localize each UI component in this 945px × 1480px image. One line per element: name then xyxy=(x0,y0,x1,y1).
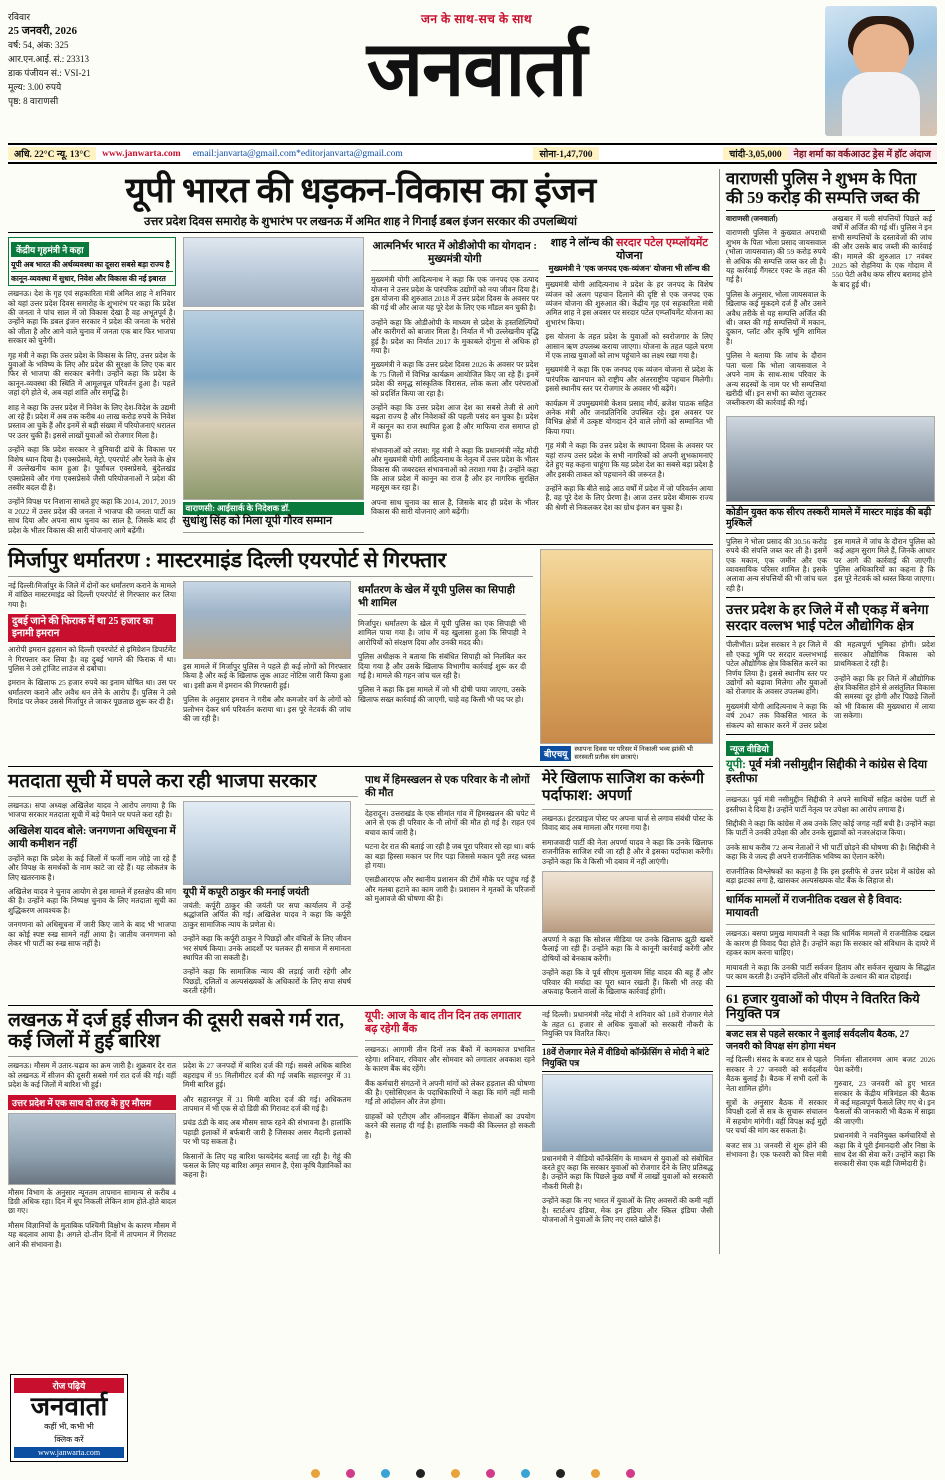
varanasi-b2: पुलिस ने भोला प्रसाद की 30.56 करोड़ रुपये की संपत्ति जब्त कर ली है। इसमें एक मकान, एक जमीन और एक व्यावसायिक परिसर शामिल है। इसके अलावा अन्य संपत्तियों की भी जांच चल रही है। xyxy=(726,536,827,593)
lead-kicker: केंद्रीय गृहमंत्री ने कहा xyxy=(11,242,89,257)
pm-p2: उन्होंने कहा कि नए भारत में युवाओं के लिए अवसरों की कमी नहीं है। स्टार्टअप इंडिया, मेक इन इंडिया और स्किल इंडिया जैसी योजनाओं ने युवाओं के लिए नए रास्ते खोले हैं। xyxy=(542,1196,713,1225)
mirzapur-subheadline: दुबई जाने की फिराक में था 25 हजार का इनामी इमरान xyxy=(8,614,176,642)
content-grid xyxy=(8,169,937,1254)
mirzapur-right-head: धर्मांतरण के खेल में यूपी पुलिस का सिपाही भी शामिल xyxy=(358,584,516,609)
patel-subhead: मुख्यमंत्री ने 'एक जनपद एक-व्यंजन' योजना भी लॉन्च की xyxy=(546,263,714,277)
bank-p2: बैंक कर्मचारी संगठनों ने अपनी मांगों को लेकर हड़ताल की घोषणा की है। एसोसिएशन के पदाधिकारियों ने कहा कि मांगें नहीं मानी गईं तो आंदोलन और तेज होगा। xyxy=(365,1078,535,1107)
mirzapur-block xyxy=(8,549,713,762)
budget-p1: नई दिल्ली। संसद के बजट सत्र से पहले सरकार ने 27 जनवरी को सर्वदलीय बैठक बुलाई है। बैठक में सभी दलों के नेता शामिल होंगे। xyxy=(726,1055,827,1093)
aparna-p1: समाजवादी पार्टी की नेता अपर्णा यादव ने कहा कि उनके खिलाफ राजनीतिक साजिश रची जा रही है और वे इसका पर्दाफाश करेंगी। उन्होंने कहा कि वे किसी भी दबाव में नहीं आएंगी। xyxy=(542,837,713,866)
masthead-title-block xyxy=(128,6,825,113)
pm-headline: 61 हजार युवाओं को पीएम ने वितरित किये नियुक्ति पत्र xyxy=(726,991,920,1022)
mirzapur-col-1 xyxy=(8,581,176,728)
patel-p1: मुख्यमंत्री योगी आदित्यनाथ ने प्रदेश के हर जनपद के विशेष व्यंजन को अलग पहचान दिलाने की दृष्टि से एक जनपद एक व्यंजन योजना की शुरुआत की। केंद्रीय गृह एवं सहकारिता मंत्री अमित शाह ने इस अवसर पर सरदार पटेल एम्प्लॉयमेंट योजना का शुभारंभ किया। xyxy=(545,280,714,327)
mirzapur-headline: मास्टरमाइंड दिल्ली एयरपोर्ट से गिरफ्तार xyxy=(156,547,447,572)
email-link[interactable]: email:janvarta@gmail.com*editorjanvarta@gmail.com xyxy=(192,148,403,159)
pm-right-block xyxy=(726,991,935,1168)
lead-kicker-box xyxy=(8,237,176,286)
kapoori-p2: उन्होंने कहा कि कर्पूरी ठाकुर ने पिछड़ों और वंचितों के लिए जीवन भर संघर्ष किया। उनके आदर्शों पर चलकर ही समाज में समानता स्थापित की जा सकती है। xyxy=(183,934,351,962)
voter-subhead: अखिलेश यादव बोले: जनगणना अधिसूचना में आयी कमीशन नहीं xyxy=(8,825,176,850)
patel-p2: इस योजना के तहत प्रदेश के युवाओं को स्वरोजगार के लिए आसान ऋण उपलब्ध कराया जाएगा। योजना के तहत पहले चरण में एक लाख युवाओं को लाभ पहुंचाने का लक्ष्य रखा गया है। xyxy=(545,332,714,361)
footer-ad-tag: कहीं भी, कभी भी xyxy=(44,1422,94,1431)
masthead-meta xyxy=(8,6,128,108)
aparna-photo xyxy=(542,871,713,933)
masthead xyxy=(8,6,937,144)
voter-sb2: उन्होंने कहा कि सामाजिक न्याय की लड़ाई जारी रहेगी और पिछड़ों, दलितों व अल्पसंख्यकों के अधिकारों के लिए सपा संघर्ष करती रहेगी। xyxy=(183,967,351,996)
lead-subheadline: उत्तर प्रदेश दिवस समारोह के शुभारंभ पर लखनऊ में अमित शाह ने गिनाईं डबल इंजन सरकार की उपलब्धियां xyxy=(8,214,713,233)
masthead-day: रविवार xyxy=(8,12,31,22)
photo-caption: सुधांशु सिंह को मिला यूपी गौरव सम्मान xyxy=(182,515,333,528)
masthead-slogan: जन के साथ-सच के साथ xyxy=(420,12,532,26)
news-video-badge[interactable]: न्यूज वीडियो xyxy=(726,741,773,756)
registration-marks xyxy=(0,1469,945,1478)
reg-dot-magenta-3 xyxy=(626,1469,635,1478)
pm-p3: प्रधानमंत्री ने नवनियुक्त कर्मचारियों से कहा कि वे पूरी ईमानदारी और निष्ठा के साथ देश की सेवा करें। उन्होंने कहा कि सरकारी सेवा एक बड़ी जिम्मेदारी है। xyxy=(834,1131,935,1169)
mayawati-headline: धार्मिक मामलों में राजनीतिक दखल से है विवाद: मायावती xyxy=(726,895,903,919)
promo-caption: नेहा शर्मा का वर्कआउट ड्रेस में हॉट अंदाज xyxy=(788,147,937,160)
aparna-dateline: लखनऊ। इंटरप्राइज पोस्ट पर अपना चार्ज से लगाव संबंधी पोस्ट के विवाद बाद अब मामला और गरमा गया है। xyxy=(542,813,713,833)
footer-ad-click[interactable]: क्लिक करें xyxy=(54,1435,84,1444)
pm-subhead: 18वें रोजगार मेले में वीडियो कॉन्फ्रेंसिंग से मोदी ने बांटे नियुक्ति पत्र xyxy=(542,1044,713,1072)
footer-ad[interactable] xyxy=(10,1374,128,1462)
masthead-price: मूल्य: 3.00 रुपये xyxy=(8,82,62,92)
weather-block xyxy=(8,1010,358,1254)
avalanche-headline: पाथ में हिमस्खलन से एक परिवार के नौ लोगों की मौत xyxy=(365,774,530,799)
masthead-postal: डाक पंजीयन सं.: VSI-21 xyxy=(8,68,91,78)
nv-p4: राजनीतिक विश्लेषकों का कहना है कि इस इस्तीफे से उत्तर प्रदेश में कांग्रेस को बड़ा झटका लगा है, खासकर अल्पसंख्यक वोट बैंक के लिहाज से। xyxy=(726,866,935,885)
industrial-p3: उन्होंने कहा कि हर जिले में औद्योगिक क्षेत्र विकसित होने से असंतुलित विकास की समस्या दूर होगी और पिछड़े जिलों को भी विकास की मुख्यधारा में लाया जा सकेगा। xyxy=(834,673,935,721)
varanasi-col-b xyxy=(832,214,932,413)
odop-p3: मुख्यमंत्री ने कहा कि उत्तर प्रदेश दिवस 2026 के अवसर पर प्रदेश के 75 जिलों में विभिन्न कार्यक्रम आयोजित किए जा रहे हैं। इनमें प्रदेश की समृद्ध सांस्कृतिक विरासत, लोक कला और परंपराओं को प्रदर्शित किया जा रहा है। xyxy=(370,360,539,398)
lead-kicker-text-2: कानून-व्यवस्था में सुधार, निवेश और विकास की नई इबारत xyxy=(11,271,173,283)
reg-dot-magenta xyxy=(346,1469,355,1478)
budget-p3: बजट सत्र 31 जनवरी से शुरू होने की संभावना है। एक फरवरी को वित्त मंत्री निर्मला सीतारमण आम बजट 2026 पेश करेंगी। xyxy=(726,1055,935,1160)
avalanche-block xyxy=(365,771,535,1001)
industrial-p2: मुख्यमंत्री योगी आदित्यनाथ ने कहा कि वर्ष 2047 तक विकसित भारत के संकल्प को साकार करने में उत्तर प्रदेश की महत्वपूर्ण भूमिका होगी। प्रदेश सरकार औद्योगिक विकास को प्राथमिकता दे रही है। xyxy=(726,640,935,730)
main-column xyxy=(8,169,713,1254)
voter-p1: उन्होंने कहा कि प्रदेश के कई जिलों में फर्जी नाम जोड़े जा रहे हैं और विपक्ष के समर्थकों के नाम काटे जा रहे हैं। यह लोकतंत्र के लिए खतरनाक है। xyxy=(8,853,176,882)
aparna-p3: उन्होंने कहा कि वे पूर्व सीएम मुलायम सिंह यादव की बहू हैं और परिवार की मर्यादा का पूरा ध्यान रखती हैं। किसी भी तरह की अफवाह फैलाने वालों के खिलाफ कार्रवाई होगी। xyxy=(542,968,713,996)
bottom-row xyxy=(8,1010,713,1254)
masthead-photo xyxy=(825,6,937,136)
patel-p4: कार्यक्रम में उपमुख्यमंत्री केशव प्रसाद मौर्य, ब्रजेश पाठक सहित अनेक मंत्री और जनप्रतिनिधि उपस्थित रहे। इस अवसर पर विभिन्न क्षेत्रों में उत्कृष्ट योगदान देने वाले लोगों को सम्मानित भी किया गया। xyxy=(545,398,714,436)
bhu-caption: स्थापना दिवस पर परिसर में निकाली भव्य झांकी भी सरस्वती प्रतीक संग छात्राएं। xyxy=(574,745,693,761)
varanasi-a2: पुलिस के अनुसार, भोला जायसवाल के खिलाफ कई मुकदमे दर्ज हैं और उसने अवैध तरीके से यह सम्पत्ति अर्जित की थी। जब्त की गई सम्पत्तियों में मकान, दुकान, प्लॉट और कृषि भूमि शामिल है। xyxy=(726,289,826,346)
mirzapur-col-2 xyxy=(183,581,351,728)
lead-col-1 xyxy=(8,237,176,540)
weather-c2-p2: प्रचंड ठंडी के बाद अब मौसम साफ रहने की संभावना है। हालांकि पहाड़ी इलाकों में बर्फबारी जारी है जिसका असर मैदानी इलाकों पर भी पड़ सकता है। xyxy=(183,1118,351,1147)
pm-block xyxy=(542,1010,713,1254)
silver-rate: चांदी-3,05,000 xyxy=(723,147,787,160)
voter-dateline: लखनऊ। सपा अध्यक्ष अखिलेश यादव ने आरोप लगाया है कि भाजपा सरकार मतदाता सूची में बड़े पैमाने पर घपले करा रही है। xyxy=(8,800,176,820)
weather-p3: मौसम विज्ञानियों के मुताबिक पश्चिमी विक्षोभ के कारण मौसम में यह बदलाव आया है। अगले दो-तीन दिनों में तापमान में गिरावट आने की संभावना है। xyxy=(8,1220,176,1249)
voter-col-1 xyxy=(8,801,176,1001)
nv-p3: उनके साथ करीब 72 अन्य नेताओं ने भी पार्टी छोड़ने की घोषणा की है। सिद्दीकी ने कहा कि वे जल्द ही अपने राजनीतिक भविष्य का ऐलान करेंगे। xyxy=(726,842,935,862)
footer-ad-band: रोज पढ़िये xyxy=(14,1378,124,1393)
odop-p4: उन्होंने कहा कि उत्तर प्रदेश आज देश का सबसे तेजी से आगे बढ़ता राज्य है और निवेशकों की पहली पसंद बन चुका है। प्रदेश में कानून का राज स्थापित हुआ है और माफिया राज समाप्त हो चुका है। xyxy=(370,403,539,441)
lead-p1: लखनऊ। देश के गृह एवं सहकारिता मंत्री अमित शाह ने शनिवार को यहां उत्तर प्रदेश दिवस समारोह के शुभारंभ पर कहा कि प्रदेश की जनता ने पांच साल में जो विकास देखा है वह अभूतपूर्व है। उन्होंने कहा कि डबल इंजन सरकार ने प्रदेश की जनता के भरोसे को जीता है और आने वाले चुनाव में जनता एक बार फिर भाजपा सरकार को चुनेगी। xyxy=(8,289,176,346)
mayawati-p1: लखनऊ। बसपा प्रमुख मायावती ने कहा कि धार्मिक मामलों में राजनीतिक दखल के कारण ही विवाद पैदा होते हैं। उन्होंने कहा कि सरकार को संविधान के दायरे में रहकर काम करना चाहिए। xyxy=(726,929,935,958)
patel-p6: उन्होंने कहा कि बीते साढ़े आठ वर्षों में प्रदेश में जो परिवर्तन आया है, वह पूरे देश के लिए प्रेरणा है। आज उत्तर प्रदेश बीमारू राज्य की श्रेणी से निकलकर देश का ग्रोथ इंजन बन चुका है। xyxy=(545,483,714,512)
varanasi-byline: वाराणसी (जनवार्ता) xyxy=(726,214,778,223)
lead-kicker-text: यूपी अब भारत की अर्थव्यवस्था का दूसरा सबसे बड़ा राज्य है xyxy=(11,260,170,270)
varanasi-a1: वाराणसी पुलिस ने कुख्यात अपराधी शुभम के पिता भोला प्रसाद जायसवाल (भोला जायसवाल) की 59 करोड़ रुपये से अधिक की सम्पत्ति जब्त कर ली है। यह कार्रवाई गैंगस्टर एक्ट के तहत की गई है। xyxy=(726,228,826,285)
kapoori-head: यूपी में कपूरी ठाकुर की मनाई जयंती xyxy=(183,886,310,898)
patel-head-red: सरदार पटेल एम्प्लॉयमेंट xyxy=(616,237,708,250)
footer-ad-logo: जनवार्ता xyxy=(30,1392,108,1421)
varanasi-headline: वाराणसी पुलिस ने शुभम के पिता की 59 करोड़ की सम्पत्ति जब्त की xyxy=(726,169,935,211)
lead-p4: उन्होंने कहा कि प्रदेश सरकार ने बुनियादी ढांचे के विकास पर विशेष ध्यान दिया है। एक्सप्रेसवे, मेट्रो, एयरपोर्ट और रेलवे के क्षेत्र में उल्लेखनीय काम हुआ है। पूर्वांचल एक्सप्रेसवे, बुंदेलखंड एक्सप्रेसवे और गंगा एक्सप्रेसवे जैसी परियोजनाओं ने प्रदेश की तस्वीर बदल दी है। xyxy=(8,445,176,492)
lead-p3: शाह ने कहा कि उत्तर प्रदेश में निवेश के लिए देश-विदेश के उद्यमी आ रहे हैं। प्रदेश में अब तक करीब 40 लाख करोड़ रुपये के निवेश प्रस्ताव आ चुके हैं और इनमें से बड़ी संख्या में परियोजनाएं धरातल पर उतर चुकी हैं। इससे लाखों युवाओं को रोजगार मिला है। xyxy=(8,402,176,440)
odop-p6: अपना साथ चुनाव का साल है, जिसके बाद ही प्रदेश के भीतर विकास की सारी योजनाएं आगे बढ़ेंगी। xyxy=(370,497,539,517)
budget-p2: सूत्रों के अनुसार बैठक में सरकार विपक्षी दलों से सत्र के सुचारू संचालन में सहयोग मांगेगी। वहीं विपक्ष कई मुद्दों पर चर्चा की मांग कर सकता है। xyxy=(726,1098,827,1136)
reg-dot-yellow-3 xyxy=(591,1469,600,1478)
news-video-kicker: यूपी: xyxy=(726,759,747,772)
bhu-block xyxy=(540,549,713,762)
weather-kicker: उत्तर प्रदेश में एक साथ दो तरह के हुए मौसम xyxy=(8,1095,176,1110)
mirzapur-dateline: नई दिल्ली/मिर्जापुर के जिले में दोनों कर धर्मांतरण कराने के मामले में वांछित मास्टरमाइंड को दिल्ली एयरपोर्ट से गिरफ्तार कर लिया गया है। xyxy=(8,580,176,609)
budget-p4: गुरुवार, 23 जनवरी को हुए भारत सरकार के केंद्रीय मंत्रिमंडल की बैठक में कई महत्वपूर्ण फैसले लिए गए थे। इन फैसलों की जानकारी भी बैठक में साझा की जाएगी। xyxy=(834,1079,935,1126)
mirzapur-r-p3: पुलिस ने कहा कि इस मामले में जो भी दोषी पाया जाएगा, उसके खिलाफ सख्त कार्रवाई की जाएगी, चाहे वह किसी भी पद पर हो। xyxy=(358,685,526,704)
weather-p1: लखनऊ। मौसम में उतार-चढ़ाव का क्रम जारी है। शुक्रवार देर रात को लखनऊ में सीजन की दूसरी सबसे गर्म रात दर्ज की गई। वहीं प्रदेश के कई जिलों में बारिश भी हुई। xyxy=(8,1061,176,1090)
industrial-p1: पीलीभीत। प्रदेश सरकार ने हर जिले में सौ एकड़ भूमि पर सरदार वल्लभभाई पटेल औद्योगिक क्षेत्र विकसित करने का निर्णय लिया है। इससे स्थानीय स्तर पर उद्योगों को बढ़ावा मिलेगा और युवाओं को रोजगार के अवसर उपलब्ध होंगे। xyxy=(726,640,827,697)
lead-col-2 xyxy=(183,237,364,540)
mirzapur-kicker: मिर्जापुर धर्मातरण : xyxy=(8,547,152,572)
weather-info: अधि. 22°C न्यू. 13°C xyxy=(8,147,96,160)
akhilesh-photo xyxy=(183,801,351,885)
weather-c2-p3: किसानों के लिए यह बारिश फायदेमंद बताई जा रही है। गेहूं की फसल के लिए यह बारिश अमृत समान है, ऐसा कृषि वैज्ञानिकों का कहना है। xyxy=(183,1151,351,1180)
varanasi-b3: इस मामले में जांच के दौरान पुलिस को कई अहम सुराग मिले हैं, जिनके आधार पर आगे की कार्रवाई की जाएगी। पुलिस अधिकारियों का कहना है कि इस पूरे नेटवर्क को ध्वस्त किया जाएगा। xyxy=(834,536,935,584)
lead-col-4 xyxy=(546,237,714,540)
bhu-photo xyxy=(540,549,713,744)
weather-headline: लखनऊ में दर्ज हुई सीजन की दूसरी सबसे गर्म रात, कई जिलों में हुई बारिश xyxy=(8,1010,345,1053)
varanasi-b1: अखबार में चली संपत्तियों पिछले कई वर्षों में अर्जित की गई थीं। पुलिस ने इन सभी सम्पत्तियों के दस्तावेजों की जांच की और उसके बाद जब्ती की कार्रवाई की। मामले की शुरुआत 17 नवंबर 2025 को रोहनिया के एक गोदाम में 550 पेटी अवैध कफ सीरप बरामद होने के बाद हुई थी। xyxy=(832,214,932,289)
reg-dot-cyan-2 xyxy=(521,1469,530,1478)
minister-photo xyxy=(183,237,364,307)
kapoori-p1: जयंती: कर्पूरी ठाकुर की जयंती पर सपा कार्यालय में उन्हें श्रद्धांजलि अर्पित की गई। अखिलेश यादव ने कहा कि कर्पूरी ठाकुर सामाजिक न्याय के प्रणेता थे। xyxy=(183,900,351,929)
voter-row xyxy=(8,771,713,1001)
aparna-headline: मेरे खिलाफ साजिश का करूंगी पर्दाफाश: अपर्णा xyxy=(542,770,705,804)
info-bar xyxy=(8,144,937,164)
voter-block xyxy=(8,771,358,1001)
bank-kicker: यूपी: आज के बाद तीन दिन तक लगातार बढ़ रहेगी बैंक xyxy=(365,1010,522,1036)
bank-p3: ग्राहकों को एटीएम और ऑनलाइन बैंकिंग सेवाओं का उपयोग करने की सलाह दी गई है। हालांकि नकदी की किल्लत हो सकती है। xyxy=(365,1111,535,1140)
industrial-headline: उत्तर प्रदेश के हर जिले में सौ एकड़ में बनेगा सरदार वल्लभ भाई पटेल औद्योगिक क्षेत्र xyxy=(726,602,935,637)
aparna-p2: अपर्णा ने कहा कि सोशल मीडिया पर उनके खिलाफ झूठी खबरें फैलाई जा रही हैं। उन्होंने कहा कि वे कानूनी कार्रवाई करेंगी और दोषियों को बेनकाब करेंगी। xyxy=(542,934,713,963)
reg-dot-black-2 xyxy=(556,1469,565,1478)
lead-headline: यूपी भारत की धड़कन-विकास का इंजन xyxy=(125,171,596,210)
mayawati-p2: मायावती ने कहा कि उनकी पार्टी सर्वजन हिताय और सर्वजन सुखाय के सिद्धांत पर काम करती है। उन्होंने दलितों और वंचितों के उत्थान की बात दोहराई। xyxy=(726,962,935,981)
pm-dateline: नई दिल्ली। प्रधानमंत्री नरेंद्र मोदी ने शनिवार को 18वें रोजगार मेले के तहत 61 हजार से अधिक युवाओं को सरकारी नौकरी के नियुक्ति पत्र वितरित किए। xyxy=(542,1010,713,1039)
mirzapur-p2: इमरान के खिलाफ 25 हजार रुपये का इनाम घोषित था। उस पर धर्मांतरण कराने और अवैध धन लेने के आरोप हैं। पुलिस ने उसे रिमांड पर लेकर उससे मिर्जापुर ले जाकर पूछताछ शुरू कर दी है। xyxy=(8,678,176,707)
reg-dot-yellow-2 xyxy=(451,1469,460,1478)
reg-dot-black xyxy=(416,1469,425,1478)
mirzapur-p1: आरोपी इमरान इहसान को दिल्ली एयरपोर्ट से इमिग्रेशन डिपार्टमेंट ने गिरफ्तार कर लिया है। वह दुबई भागने की फिराक में था। पुलिस ने उसे ट्रांजिट लाउंज से दबोचा। xyxy=(8,645,176,673)
pm-photo xyxy=(542,1074,713,1152)
nv-p1: लखनऊ। पूर्व मंत्री नसीमुद्दीन सिद्दीकी ने अपने साथियों सहित कांग्रेस पार्टी से इस्तीफा दे दिया है। उन्होंने पार्टी नेतृत्व पर उपेक्षा का आरोप लगाया है। xyxy=(726,795,935,814)
masthead-date: 25 जनवरी, 2026 xyxy=(8,25,77,37)
news-video-headline: पूर्व मंत्री नसीमुद्दीन सिद्दीकी ने कांग्रेस से दिया इस्तीफा xyxy=(726,759,928,785)
varanasi-a3: पुलिस ने बताया कि जांच के दौरान पता चला कि भोला जायसवाल ने अपने नाम के साथ-साथ परिवार के अन्य सदस्यों के नाम पर भी सम्पत्तियां खरीदी थीं। इन सभी का ब्योरा जुटाकर जब्तीकरण की कार्रवाई की गई। xyxy=(726,351,826,408)
reg-dot-yellow xyxy=(311,1469,320,1478)
mirzapur-left xyxy=(8,549,533,762)
patel-p3: मुख्यमंत्री ने कहा कि एक जनपद एक व्यंजन योजना से प्रदेश के पारंपरिक खानपान को राष्ट्रीय और अंतरराष्ट्रीय पहचान मिलेगी। इससे स्थानीय स्तर पर रोजगार के अवसर भी बढ़ेंगे। xyxy=(545,365,714,394)
patel-head-1: शाह ने लॉन्च की xyxy=(550,237,614,250)
bank-block xyxy=(365,1010,535,1254)
voter-sb1: जनगणना को अधिसूचना में जारी किए जाने के बाद भी भाजपा का कोई स्पष्ट रुख सामने नहीं आया है। जातीय जनगणना को लेकर भी पार्टी का रुख साफ नहीं है। xyxy=(8,920,176,948)
odop-p1: मुख्यमंत्री योगी आदित्यनाथ ने कहा कि एक जनपद एक उत्पाद योजना ने उत्तर प्रदेश के पारंपरिक उद्योगों को नया जीवन दिया है। इस योजना की शुरुआत 2018 में उत्तर प्रदेश दिवस के अवसर पर की गई थी और आज यह पूरे देश के लिए एक मॉडल बन चुकी है। xyxy=(370,275,539,313)
mirzapur-photo xyxy=(183,581,351,659)
lead-col-3 xyxy=(371,237,539,540)
page-title: जनवार्ता xyxy=(366,28,587,112)
masthead-rni: आर.एन.आई. सं.: 23313 xyxy=(8,54,90,64)
right-column xyxy=(719,169,935,1254)
photo-kicker: वाराणसी: आईसार्क के निदेशक डॉ. xyxy=(183,502,364,515)
odop-p5: संभावनाओं को तराश: गृह मंत्री ने कहा कि प्रधानमंत्री नरेंद्र मोदी और मुख्यमंत्री योगी आदित्यनाथ के नेतृत्व में उत्तर प्रदेश के भीतर विकास की जबरदस्त संभावनाओं को तराशा गया है। उन्होंने कहा कि आज प्रदेश में कानून का राज है और हर नागरिक सुरक्षित महसूस कर रहा है। xyxy=(370,445,539,493)
patel-head-2: योजना xyxy=(616,250,643,263)
pm-p1: प्रधानमंत्री ने वीडियो कॉन्फ्रेंसिंग के माध्यम से युवाओं को संबोधित करते हुए कहा कि सरकार युवाओं को रोजगार देने के लिए प्रतिबद्ध है। उन्होंने कहा कि पिछले कुछ वर्षों में लाखों युवाओं को सरकारी नौकरी मिली है। xyxy=(542,1153,713,1191)
news-video-block xyxy=(726,739,935,885)
rally-photo xyxy=(183,310,364,500)
mirzapur-r-p2: पुलिस अधीक्षक ने बताया कि संबंधित सिपाही को निलंबित कर दिया गया है और उसके खिलाफ विभागीय कार्रवाई शुरू कर दी गई है। मामले की गहन जांच चल रही है। xyxy=(358,652,526,680)
lead-p2: गृह मंत्री ने कहा कि उत्तर प्रदेश के विकास के लिए, उत्तर प्रदेश के युवाओं के भविष्य के लिए और प्रदेश की सुरक्षा के लिए एक बार फिर से भाजपा की सरकार बनेगी। उन्होंने कहा कि प्रदेश के कानून-व्यवस्था की स्थिति में आमूलचूल परिवर्तन हुआ है। पहले जहां दंगे होते थे, अब वहां शांति और समृद्धि है। xyxy=(8,350,176,398)
lead-p5: उन्होंने विपक्ष पर निशाना साधते हुए कहा कि 2014, 2017, 2019 व 2022 में उत्तर प्रदेश की जनता ने भाजपा की जनता पार्टी का साथ दिया और अपना साथ चुनाव का साल है, जिसके बाद ही प्रदेश के भीतर विकास की सारी योजनाएं आगे बढ़ेंगी। xyxy=(8,497,176,535)
weather-p4: प्रदेश के 27 जनपदों में बारिश दर्ज की गई। सबसे अधिक बारिश बहराइच में 95 मिलीमीटर दर्ज की गई जबकि सहारनपुर में 31 मिमी बारिश हुई। xyxy=(183,1061,351,1090)
photo-body-shape xyxy=(842,72,920,136)
odop-p2: उन्होंने कहा कि ओडीओपी के माध्यम से प्रदेश के हस्तशिल्पियों और कारीगरों को बाजार मिला है। निर्यात में भी उल्लेखनीय वृद्धि हुई है। प्रदेश का निर्यात 2017 के मुकाबले दोगुना से अधिक हो गया है। xyxy=(370,317,539,356)
weather-p2: मौसम विभाग के अनुसार न्यूनतम तापमान सामान्य से करीब 4 डिग्री अधिक रहा। दिन में धूप निकली लेकिन शाम होते-होते बादल छा गए। xyxy=(8,1187,176,1216)
reg-dot-magenta-2 xyxy=(486,1469,495,1478)
weather-photo xyxy=(8,1113,176,1185)
website-link[interactable]: www.janwarta.com xyxy=(102,148,181,159)
voter-col-2 xyxy=(183,801,351,1001)
avalanche-p3: एसडीआरएफ और स्थानीय प्रशासन की टीमें मौके पर पहुंच गई हैं और मलबा हटाने का काम जारी है। प्रशासन ने मृतकों के परिजनों को मुआवजे की घोषणा की है। xyxy=(365,875,535,904)
weather-col-1 xyxy=(8,1061,176,1254)
voter-headline: मतदाता सूची में घपले करा रही भाजपा सरकार xyxy=(8,770,317,792)
reg-dot-cyan xyxy=(381,1469,390,1478)
weather-c2-p1: और सहारनपुर में 31 मिमी बारिश दर्ज की गई। अधिकतम तापमान में भी एक से दो डिग्री की गिरावट दर्ज की गई है। xyxy=(183,1094,351,1114)
masthead-pages: पृष्ठ: 8 वाराणसी xyxy=(8,96,59,106)
cough-syrup-subhead: कोडीन युक्त कफ सीरप तस्करी मामले में मास्टर माइंड की बढ़ी मुश्किलें xyxy=(726,505,935,534)
patel-p5: गृह मंत्री ने कहा कि उत्तर प्रदेश के स्थापना दिवस के अवसर पर यहां राज्य उत्तर प्रदेश के सभी नागरिकों को अपनी शुभकामनाएं देते हुए यह कहना चाहूंगा कि यह प्रदेश देश का सबसे बड़ा प्रदेश है और इसकी ताकत को पहचानने की जरूरत है। xyxy=(545,441,714,479)
mirzapur-p3: इस मामले में मिर्जापुर पुलिस ने पहले ही कई लोगों को गिरफ्तार किया है और कई के खिलाफ लुक आउट नोटिस जारी किया हुआ था। इसी क्रम में इमरान की गिरफ्तारी हुई। xyxy=(183,661,351,690)
avalanche-p1: देहरादून। उत्तराखंड के एक सीमांत गांव में हिमस्खलन की चपेट में आने से एक ही परिवार के नौ लोगों की मौत हो गई है। राहत एवं बचाव कार्य जारी है। xyxy=(365,808,535,837)
masthead-year-issue: वर्ष: 54, अंक: 325 xyxy=(8,40,69,50)
bhu-badge: बीएचयू xyxy=(540,746,571,761)
varanasi-col-a xyxy=(726,214,826,413)
avalanche-p2: घटना देर रात की बताई जा रही है जब पूरा परिवार सो रहा था। बर्फ का बड़ा हिस्सा मकान पर गिर पड़ा जिससे मकान पूरी तरह ध्वस्त हो गया। xyxy=(365,842,535,870)
footer-ad-site[interactable]: www.janwarta.com xyxy=(14,1447,124,1458)
nv-p2: सिद्दीकी ने कहा कि कांग्रेस में अब उनके लिए कोई जगह नहीं बची है। उन्होंने कहा कि पार्टी ने उनकी उपेक्षा की और उनके सुझावों को नजरअंदाज किया। xyxy=(726,818,935,838)
odop-headline: आत्मनिर्भर भारत में ओडीओपी का योगदान : मुख्यमंत्री योगी xyxy=(372,241,537,266)
mirzapur-col-3 xyxy=(358,581,526,728)
voter-p2: अखिलेश यादव ने चुनाव आयोग से इस मामले में हस्तक्षेप की मांग की है। उन्होंने कहा कि निष्पक्ष चुनाव के लिए मतदाता सूची का शुद्धिकरण आवश्यक है। xyxy=(8,886,176,915)
weather-col-2 xyxy=(183,1061,351,1254)
gold-rate: सोना-1,47,700 xyxy=(533,147,598,160)
police-photo xyxy=(726,416,935,502)
mirzapur-p4: पुलिस के अनुसार इमरान ने गरीब और कमजोर वर्ग के लोगों को प्रलोभन देकर धर्म परिवर्तन कराया था। इस पूरे नेटवर्क की जांच की जा रही है। xyxy=(183,695,351,723)
mayawati-block xyxy=(726,895,935,981)
budget-headline: बजट सत्र से पहले सरकार ने बुलाई सर्वदलीय बैठक, 27 जनवरी को विपक्ष संग होगा मंथन xyxy=(726,1030,910,1052)
bank-p1: लखनऊ। आगामी तीन दिनों तक बैंकों में कामकाज प्रभावित रहेगा। शनिवार, रविवार और सोमवार को लगातार अवकाश रहने के कारण बैंक बंद रहेंगे। xyxy=(365,1045,535,1074)
mirzapur-r-p1: मिर्जापुर। धर्मांतरण के खेल में यूपी पुलिस का एक सिपाही भी शामिल पाया गया है। जांच में यह खुलासा हुआ कि सिपाही ने आरोपियों को संरक्षण दिया और उनकी मदद की। xyxy=(358,618,526,647)
aparna-block xyxy=(542,771,713,1001)
